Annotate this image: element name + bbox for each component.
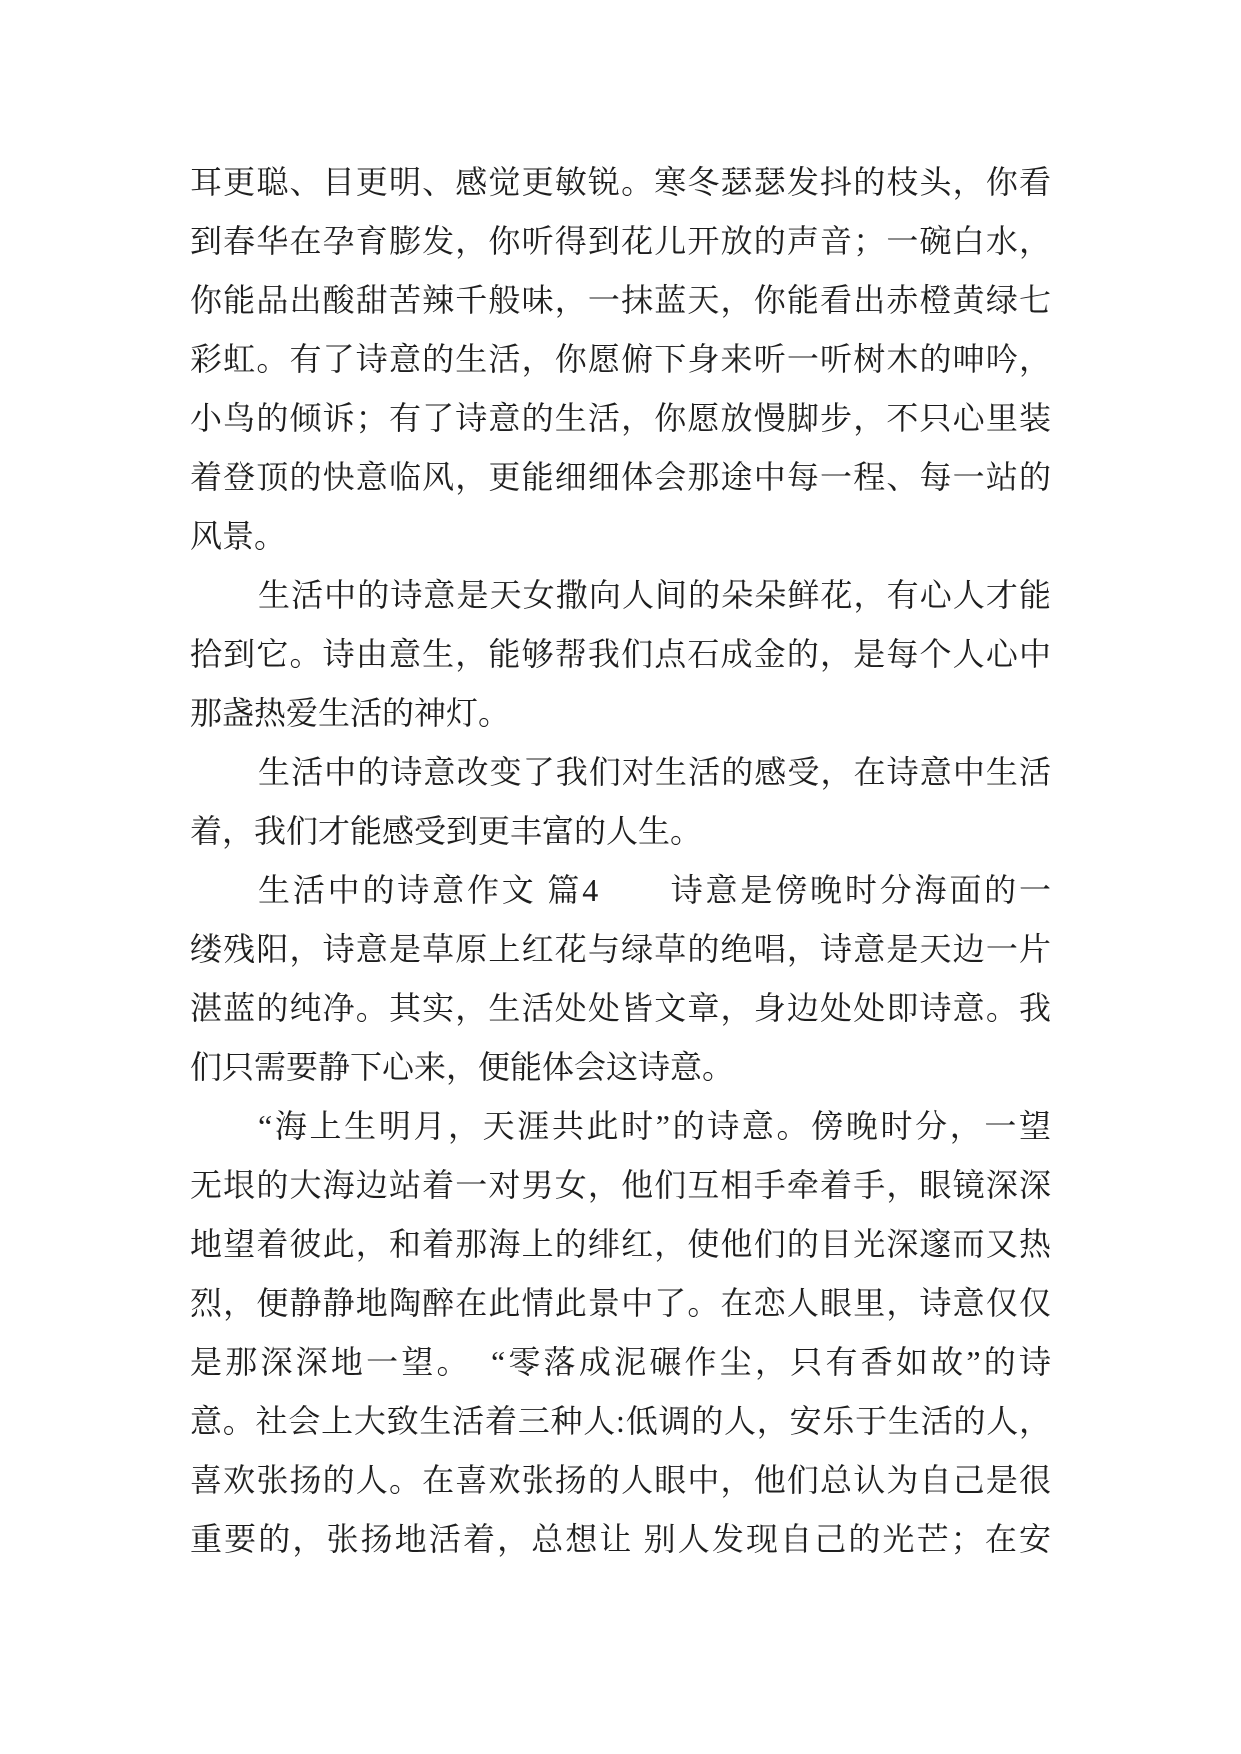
text-line: 你能品出酸甜苦辣千般味，一抹蓝天，你能看出赤橙黄绿七 bbox=[190, 282, 1051, 318]
text-line: 到春华在孕育膨发，你听得到花儿开放的声音；一碗白水， bbox=[190, 223, 1051, 259]
text-line: 彩虹。有了诗意的生活，你愿俯下身来听一听树木的呻吟， bbox=[190, 341, 1051, 377]
text-line: 小鸟的倾诉；有了诗意的生活，你愿放慢脚步，不只心里装 bbox=[190, 400, 1051, 436]
text-line: 湛蓝的纯净。其实，生活处处皆文章，身边处处即诗意。我 bbox=[190, 990, 1051, 1026]
text-line: 地望着彼此，和着那海上的绯红，使他们的目光深邃而又热 bbox=[190, 1226, 1051, 1262]
text-line: 着，我们才能感受到更丰富的人生。 bbox=[190, 813, 703, 849]
text-line: 风景。 bbox=[190, 518, 287, 554]
text-line: 着登顶的快意临风，更能细细体会那途中每一程、每一站的 bbox=[190, 459, 1051, 495]
text-line: 烈，便静静地陶醉在此情此景中了。在恋人眼里，诗意仅仅 bbox=[190, 1285, 1051, 1321]
text-line: 重要的，张扬地活着，总想让 别人发现自己的光芒；在安 bbox=[190, 1521, 1051, 1557]
text-line: 缕残阳，诗意是草原上红花与绿草的绝唱，诗意是天边一片 bbox=[190, 931, 1051, 967]
text-line: 拾到它。诗由意生，能够帮我们点石成金的，是每个人心中 bbox=[190, 636, 1051, 672]
text-line: 生活中的诗意作文 篇4 诗意是傍晚时分海面的一 bbox=[258, 872, 1051, 908]
text-line: 生活中的诗意是天女撒向人间的朵朵鲜花，有心人才能 bbox=[258, 577, 1051, 613]
text-line: 生活中的诗意改变了我们对生活的感受，在诗意中生活 bbox=[258, 754, 1051, 790]
text-line: 耳更聪、目更明、感觉更敏锐。寒冬瑟瑟发抖的枝头，你看 bbox=[190, 164, 1051, 200]
essay-text bbox=[190, 153, 1051, 1569]
text-line: 是那深深地一望。 “零落成泥碾作尘，只有香如故”的诗 bbox=[190, 1344, 1051, 1380]
text-line: 那盏热爱生活的神灯。 bbox=[190, 695, 511, 731]
text-line: 意。社会上大致生活着三种人:低调的人，安乐于生活的人， bbox=[190, 1403, 1051, 1439]
text-line: 喜欢张扬的人。在喜欢张扬的人眼中，他们总认为自己是很 bbox=[190, 1462, 1051, 1498]
text-line: 无垠的大海边站着一对男女，他们互相手牵着手，眼镜深深 bbox=[190, 1167, 1051, 1203]
text-line: 们只需要静下心来，便能体会这诗意。 bbox=[190, 1049, 735, 1085]
text-line: “海上生明月，天涯共此时”的诗意。傍晚时分，一望 bbox=[258, 1108, 1051, 1144]
